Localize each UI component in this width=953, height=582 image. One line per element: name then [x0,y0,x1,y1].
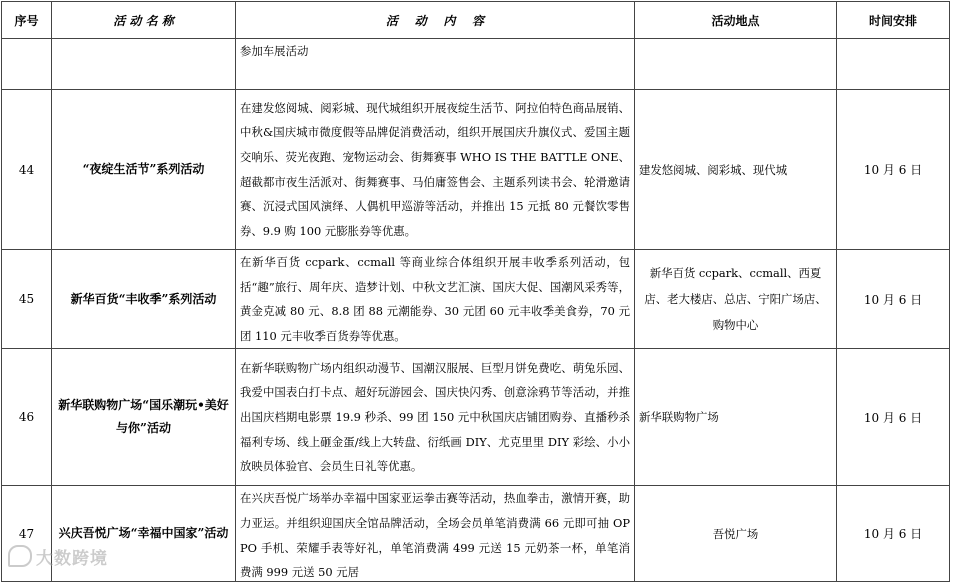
activity-table [1,1,950,582]
table-row [2,39,950,90]
header-row [2,2,950,39]
header-place: 活动地点 [635,2,837,39]
row-content: 在新华联购物广场内组织动漫节、国潮汉服展、巨型月饼免费吃、萌兔乐园、我爱中国表白打卡点、超好玩游园会、国庆快闪秀、创意涂鸦节等活动，并推出国庆档期电影票 19.9 秒杀、99 团 150 元中秋国庆店铺团购券、直播秒杀福利专场、线上砸金蛋/线上大转盘、衍纸画 DIY、尤克里里 DIY 彩绘、小小放映员体验官、会员生日礼等优惠。 [236,349,635,486]
watermark [8,544,108,569]
row-place: 建发悠阅城、阅彩城、现代城 [635,90,837,250]
row-content: 在新华百货 ccpark、ccmall 等商业综合体组织开展丰收季系列活动，包括“趣”旅行、周年庆、造梦计划、中秋文艺汇演、国庆大促、国潮风采秀等，黄金克减 80 元、8.8 团 88 元潮能券、30 元团 60 元丰收季美食券，70 元团 110 元丰收季百货券等优惠。 [236,250,635,349]
table-row [2,486,950,582]
row-seq [2,39,52,90]
row-content-text: 在兴庆吾悦广场举办幸福中国家亚运拳击赛等活动，热血拳击，激情开赛，助力亚运。并组织迎国庆全馆品牌活动，全场会员单笔消费满 66 元即可抽 OPPO 手机、荣耀手表等好礼，单笔消费满 499 元送 15 元奶茶一杯，单笔消费满 999 元送 50 元居 [240,491,630,580]
row-content: 在建发悠阅城、阅彩城、现代城组织开展夜绽生活节、阿拉伯特色商品展销、中秋&国庆城市微度假等品牌促消费活动，组织开展国庆升旗仪式、爱国主题交响乐、荧光夜跑、宠物运动会、街舞赛事 WHO IS THE BATTLE ONE、超截都市夜生活派对、街舞赛事、马伯庸签售会、主题系列读书会、轮滑邀请赛、沉浸式国风演绎、人偶机甲巡游等活动，并推出 15 元抵 80 元餐饮零售券、9.9 购 100 元膨胀券等优惠。 [236,90,635,250]
row-seq: 45 [2,250,52,349]
row-name: 兴庆吾悦广场“幸福中国家”活动 [52,486,236,582]
header-time: 时间安排 [837,2,950,39]
watermark-text: 大数跨境 [36,549,108,569]
row-time: 10 月 6 日 [837,90,950,250]
row-place: 吾悦广场 [635,486,837,582]
row-time: 10 月 6 日 [837,486,950,582]
row-time: 10 月 6 日 [837,250,950,349]
chat-bubble-logo-icon [8,545,32,567]
header-name: 活 动 名 称 [52,2,236,39]
row-seq: 44 [2,90,52,250]
table-row [2,349,950,486]
header-content: 活 动 内 容 [236,2,635,39]
header-seq: 序号 [2,2,52,39]
row-name: 新华百货“丰收季”系列活动 [52,250,236,349]
row-place: 新华联购物广场 [635,349,837,486]
row-name [52,39,236,90]
row-name: 新华联购物广场“国乐潮玩•美好与你”活动 [52,349,236,486]
row-seq: 47 [2,486,52,582]
row-name: “夜绽生活节”系列活动 [52,90,236,250]
row-time: 10 月 6 日 [837,349,950,486]
row-content [236,486,635,582]
row-seq: 46 [2,349,52,486]
row-time [837,39,950,90]
table-row [2,250,950,349]
row-content: 参加车展活动 [236,39,635,90]
table-row [2,90,950,250]
row-place [635,39,837,90]
row-place: 新华百货 ccpark、ccmall、西夏店、老大楼店、总店、宁阳广场店、购物中心 [635,250,837,349]
